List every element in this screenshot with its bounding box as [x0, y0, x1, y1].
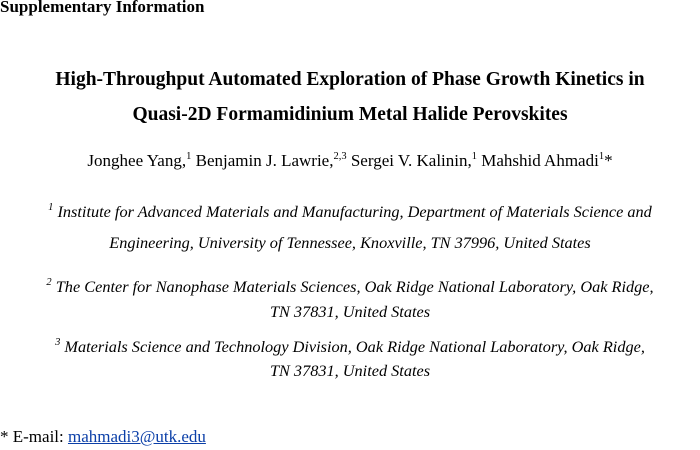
affiliation-2-line-1: [0, 277, 700, 297]
affiliation-3-line-1: [0, 337, 700, 357]
author-name: Benjamin J. Lawrie,: [195, 151, 334, 170]
affiliation-3-line-2: TN 37831, United States: [269, 361, 431, 380]
author-name: Jonghee Yang,: [87, 151, 187, 170]
email-prefix: * E-mail:: [0, 427, 68, 446]
affiliation-number: 1: [48, 202, 54, 213]
author-name: Sergei V. Kalinin,: [350, 151, 472, 170]
affiliation-number: 2: [46, 277, 52, 288]
affiliation-text: Institute for Advanced Materials and Manufacturing, Department of Materials Science and: [57, 202, 652, 221]
affiliation-2-line-2: TN 37831, United States: [269, 302, 431, 321]
affiliation-1-line-2: Engineering, University of Tennessee, Knoxville, TN 37996, United States: [109, 233, 591, 252]
affiliation-number: 3: [55, 337, 61, 348]
corresponding-author-mark: *: [604, 151, 613, 170]
contact-email-line: [0, 427, 206, 447]
paper-title-line-1: High-Throughput Automated Exploration of Phase Growth Kinetics in: [55, 69, 645, 90]
author-list: [0, 151, 700, 171]
affiliation-1-line-1: [0, 202, 700, 222]
affiliation-text: The Center for Nanophase Materials Sciences, Oak Ridge National Laboratory, Oak Ridge,: [55, 277, 654, 296]
paper-title-line-2: Quasi-2D Formamidinium Metal Halide Perovskites: [132, 104, 568, 125]
email-link[interactable]: mahmadi3@utk.edu: [67, 427, 206, 446]
affiliation-text: Materials Science and Technology Division, Oak Ridge National Laboratory, Oak Ridge,: [64, 337, 645, 356]
supplementary-label: Supplementary Information: [0, 0, 205, 16]
author-affiliation-mark: 2,3: [333, 151, 347, 162]
author-name: Mahshid Ahmadi: [481, 151, 599, 170]
author-affiliation-mark: 1: [471, 151, 477, 162]
author-affiliation-mark: 1: [186, 151, 192, 162]
author-affiliation-mark: 1: [598, 151, 605, 162]
